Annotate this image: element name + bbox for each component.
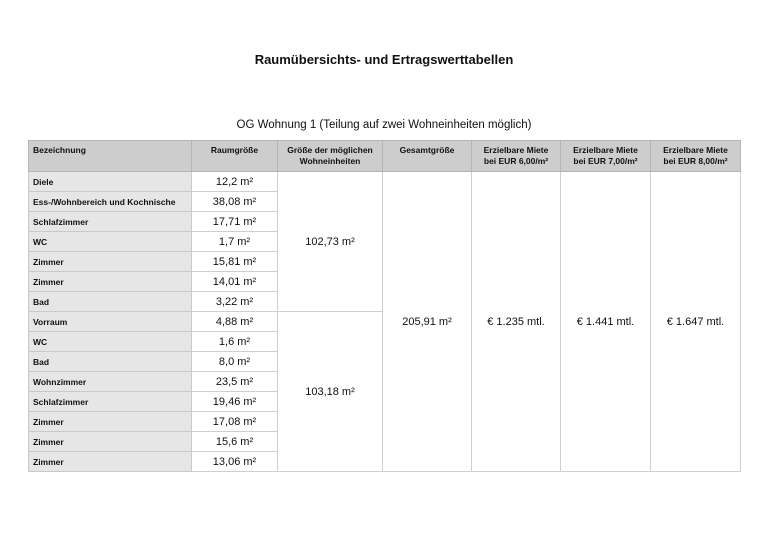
room-name: Zimmer [29,272,192,292]
rent-7-value: € 1.441 mtl. [561,172,651,472]
room-area: 13,06 m² [192,452,278,472]
room-name: Diele [29,172,192,192]
room-area: 1,6 m² [192,332,278,352]
room-name: WC [29,232,192,252]
header-area: Raumgröße [192,141,278,172]
room-table [28,140,741,472]
header-rent-7-line1: Erzielbare Miete [573,145,638,155]
header-rent-7 [561,141,651,172]
room-name: Ess-/Wohnbereich und Kochnische [29,192,192,212]
table-caption: OG Wohnung 1 (Teilung auf zwei Wohneinheiten möglich) [236,119,532,131]
header-rent-8-line2: bei EUR 8,00/m² [663,156,728,166]
room-name: Schlafzimmer [29,392,192,412]
room-name: Bad [29,352,192,372]
room-area: 8,0 m² [192,352,278,372]
room-name: WC [29,332,192,352]
header-unit-size [278,141,383,172]
unit-1-size: 102,73 m² [278,172,383,312]
room-name: Schlafzimmer [29,212,192,232]
room-area: 15,6 m² [192,432,278,452]
room-area: 1,7 m² [192,232,278,252]
room-name: Vorraum [29,312,192,332]
room-area: 38,08 m² [192,192,278,212]
room-area: 14,01 m² [192,272,278,292]
room-name: Zimmer [29,412,192,432]
room-name: Zimmer [29,452,192,472]
rent-6-value: € 1.235 mtl. [472,172,561,472]
header-rent-6-line2: bei EUR 6,00/m² [483,156,549,166]
header-rent-6-line1: Erzielbare Miete [483,145,549,155]
room-name: Zimmer [29,432,192,452]
total-size: 205,91 m² [383,172,472,472]
header-name: Bezeichnung [29,141,192,172]
room-area: 17,71 m² [192,212,278,232]
room-name: Zimmer [29,252,192,272]
room-area: 19,46 m² [192,392,278,412]
unit-2-size: 103,18 m² [278,312,383,472]
header-row [29,141,741,172]
page-title: Raumübersichts- und Ertragswerttabellen [254,52,514,67]
header-rent-7-line2: bei EUR 7,00/m² [573,156,638,166]
header-rent-6 [472,141,561,172]
room-area: 12,2 m² [192,172,278,192]
rent-8-value: € 1.647 mtl. [651,172,741,472]
room-area: 4,88 m² [192,312,278,332]
header-unit-size-line2: Wohneinheiten [299,156,361,166]
header-rent-8-line1: Erzielbare Miete [663,145,728,155]
room-area: 3,22 m² [192,292,278,312]
room-name: Bad [29,292,192,312]
header-total: Gesamtgröße [383,141,472,172]
header-unit-size-line1: Größe der möglichen [287,145,373,155]
room-area: 17,08 m² [192,412,278,432]
room-name: Wohnzimmer [29,372,192,392]
room-area: 23,5 m² [192,372,278,392]
table-row [29,172,741,192]
room-area: 15,81 m² [192,252,278,272]
header-rent-8 [651,141,741,172]
